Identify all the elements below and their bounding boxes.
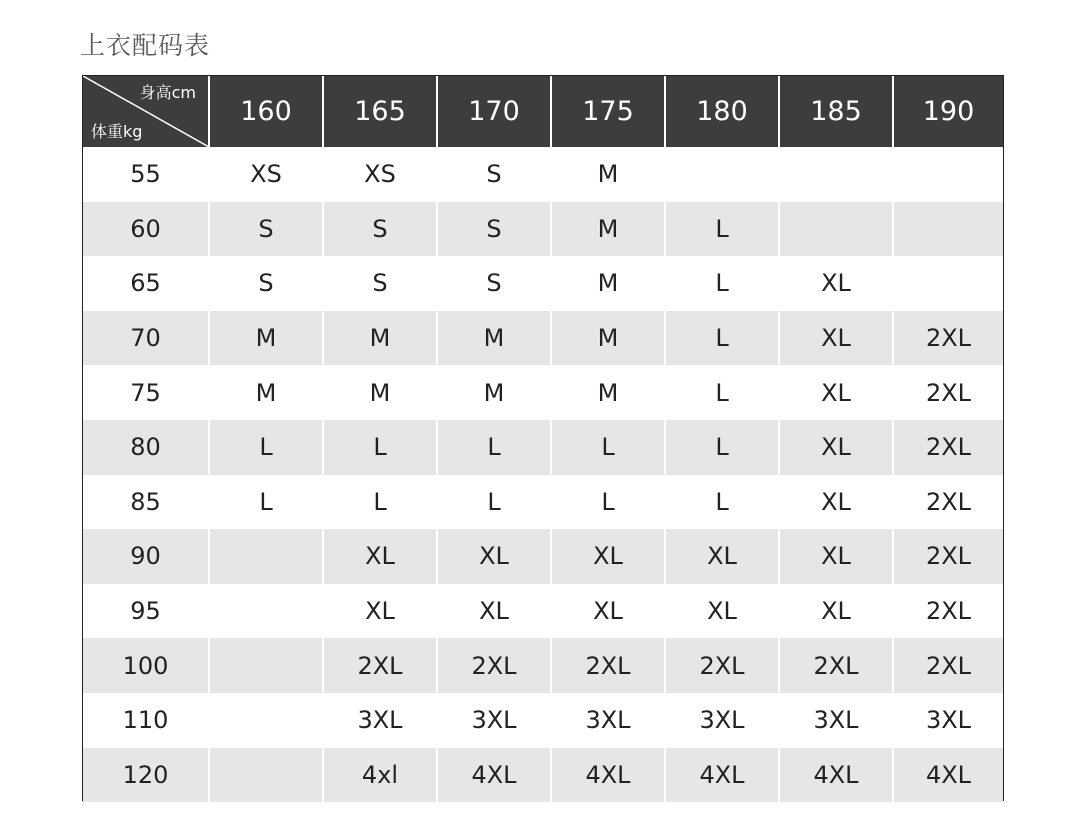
size-cell: M bbox=[209, 365, 323, 420]
size-cell: M bbox=[323, 365, 437, 420]
size-cell: 2XL bbox=[665, 638, 779, 693]
weight-cell: 55 bbox=[83, 147, 209, 202]
size-cell: XL bbox=[323, 529, 437, 584]
table-row bbox=[83, 748, 1003, 803]
size-cell: XL bbox=[779, 365, 893, 420]
table-row bbox=[83, 529, 1003, 584]
size-cell: 4xl bbox=[323, 748, 437, 803]
size-cell: XL bbox=[665, 584, 779, 639]
size-cell: XS bbox=[323, 147, 437, 202]
size-cell: XL bbox=[551, 529, 665, 584]
size-cell: L bbox=[665, 365, 779, 420]
table-row bbox=[83, 202, 1003, 257]
weight-cell: 95 bbox=[83, 584, 209, 639]
height-axis-label: 身高cm bbox=[139, 83, 196, 102]
size-chart-table bbox=[83, 76, 1003, 802]
size-cell: M bbox=[437, 311, 551, 366]
size-cell: 2XL bbox=[893, 475, 1003, 530]
size-cell: 2XL bbox=[893, 365, 1003, 420]
size-cell: 2XL bbox=[893, 420, 1003, 475]
size-cell bbox=[779, 147, 893, 202]
size-cell: L bbox=[209, 475, 323, 530]
size-cell: L bbox=[665, 475, 779, 530]
weight-axis-label: 体重kg bbox=[91, 122, 143, 141]
header-row bbox=[83, 76, 1003, 147]
size-cell: XL bbox=[665, 529, 779, 584]
size-cell: 3XL bbox=[893, 693, 1003, 748]
size-cell: XL bbox=[779, 584, 893, 639]
size-cell: 4XL bbox=[779, 748, 893, 803]
height-header-cell: 165 bbox=[323, 76, 437, 147]
size-cell: S bbox=[437, 147, 551, 202]
size-cell: L bbox=[665, 202, 779, 257]
size-cell: XL bbox=[437, 584, 551, 639]
weight-cell: 70 bbox=[83, 311, 209, 366]
size-cell: L bbox=[209, 420, 323, 475]
size-cell: 2XL bbox=[893, 584, 1003, 639]
size-cell: 2XL bbox=[893, 529, 1003, 584]
table-row bbox=[83, 638, 1003, 693]
weight-cell: 65 bbox=[83, 256, 209, 311]
size-cell: 4XL bbox=[437, 748, 551, 803]
size-cell: L bbox=[551, 475, 665, 530]
table-row bbox=[83, 420, 1003, 475]
size-cell bbox=[209, 748, 323, 803]
size-cell: XL bbox=[779, 529, 893, 584]
size-cell: 3XL bbox=[323, 693, 437, 748]
size-cell bbox=[665, 147, 779, 202]
size-cell: XL bbox=[779, 311, 893, 366]
size-cell: L bbox=[665, 311, 779, 366]
height-header-cell: 190 bbox=[893, 76, 1003, 147]
size-cell: S bbox=[323, 256, 437, 311]
weight-cell: 75 bbox=[83, 365, 209, 420]
size-cell: XL bbox=[779, 475, 893, 530]
size-cell: XL bbox=[779, 420, 893, 475]
size-cell: M bbox=[551, 365, 665, 420]
size-cell: XL bbox=[779, 256, 893, 311]
size-cell: L bbox=[665, 420, 779, 475]
size-cell: L bbox=[665, 256, 779, 311]
size-cell: 4XL bbox=[665, 748, 779, 803]
height-header-cell: 160 bbox=[209, 76, 323, 147]
weight-cell: 110 bbox=[83, 693, 209, 748]
size-cell: L bbox=[437, 475, 551, 530]
size-cell: 2XL bbox=[893, 638, 1003, 693]
size-cell: 4XL bbox=[893, 748, 1003, 803]
size-cell: S bbox=[437, 256, 551, 311]
size-cell: M bbox=[551, 256, 665, 311]
table-row bbox=[83, 311, 1003, 366]
size-cell: S bbox=[209, 256, 323, 311]
size-cell bbox=[779, 202, 893, 257]
size-cell bbox=[209, 584, 323, 639]
size-cell: 2XL bbox=[779, 638, 893, 693]
weight-cell: 90 bbox=[83, 529, 209, 584]
size-cell: L bbox=[551, 420, 665, 475]
size-cell: 3XL bbox=[665, 693, 779, 748]
weight-cell: 60 bbox=[83, 202, 209, 257]
size-cell: 2XL bbox=[551, 638, 665, 693]
height-header-cell: 170 bbox=[437, 76, 551, 147]
corner-header-cell bbox=[83, 76, 209, 147]
weight-cell: 120 bbox=[83, 748, 209, 803]
table-row bbox=[83, 256, 1003, 311]
size-cell: M bbox=[209, 311, 323, 366]
size-cell: XS bbox=[209, 147, 323, 202]
table-row bbox=[83, 693, 1003, 748]
table-row bbox=[83, 365, 1003, 420]
size-chart-table-container bbox=[82, 75, 1004, 801]
height-header-cell: 175 bbox=[551, 76, 665, 147]
size-cell bbox=[893, 147, 1003, 202]
size-cell: 3XL bbox=[437, 693, 551, 748]
size-cell: M bbox=[551, 202, 665, 257]
size-cell bbox=[209, 638, 323, 693]
size-cell: XL bbox=[551, 584, 665, 639]
size-cell: M bbox=[551, 147, 665, 202]
size-cell: XL bbox=[437, 529, 551, 584]
size-cell: S bbox=[323, 202, 437, 257]
table-row bbox=[83, 584, 1003, 639]
size-cell bbox=[893, 202, 1003, 257]
weight-cell: 80 bbox=[83, 420, 209, 475]
size-cell bbox=[893, 256, 1003, 311]
size-cell: XL bbox=[323, 584, 437, 639]
size-cell: 3XL bbox=[551, 693, 665, 748]
size-cell: L bbox=[323, 475, 437, 530]
height-header-cell: 185 bbox=[779, 76, 893, 147]
size-cell: M bbox=[551, 311, 665, 366]
weight-cell: 100 bbox=[83, 638, 209, 693]
size-cell bbox=[209, 693, 323, 748]
table-row bbox=[83, 147, 1003, 202]
size-cell bbox=[209, 529, 323, 584]
size-cell: M bbox=[437, 365, 551, 420]
size-cell: L bbox=[437, 420, 551, 475]
size-cell: 3XL bbox=[779, 693, 893, 748]
size-cell: L bbox=[323, 420, 437, 475]
table-row bbox=[83, 475, 1003, 530]
size-cell: S bbox=[437, 202, 551, 257]
size-cell: M bbox=[323, 311, 437, 366]
weight-cell: 85 bbox=[83, 475, 209, 530]
height-header-cell: 180 bbox=[665, 76, 779, 147]
size-cell: 4XL bbox=[551, 748, 665, 803]
size-cell: 2XL bbox=[323, 638, 437, 693]
size-cell: 2XL bbox=[893, 311, 1003, 366]
size-cell: 2XL bbox=[437, 638, 551, 693]
size-cell: S bbox=[209, 202, 323, 257]
page-title: 上衣配码表 bbox=[80, 31, 211, 60]
